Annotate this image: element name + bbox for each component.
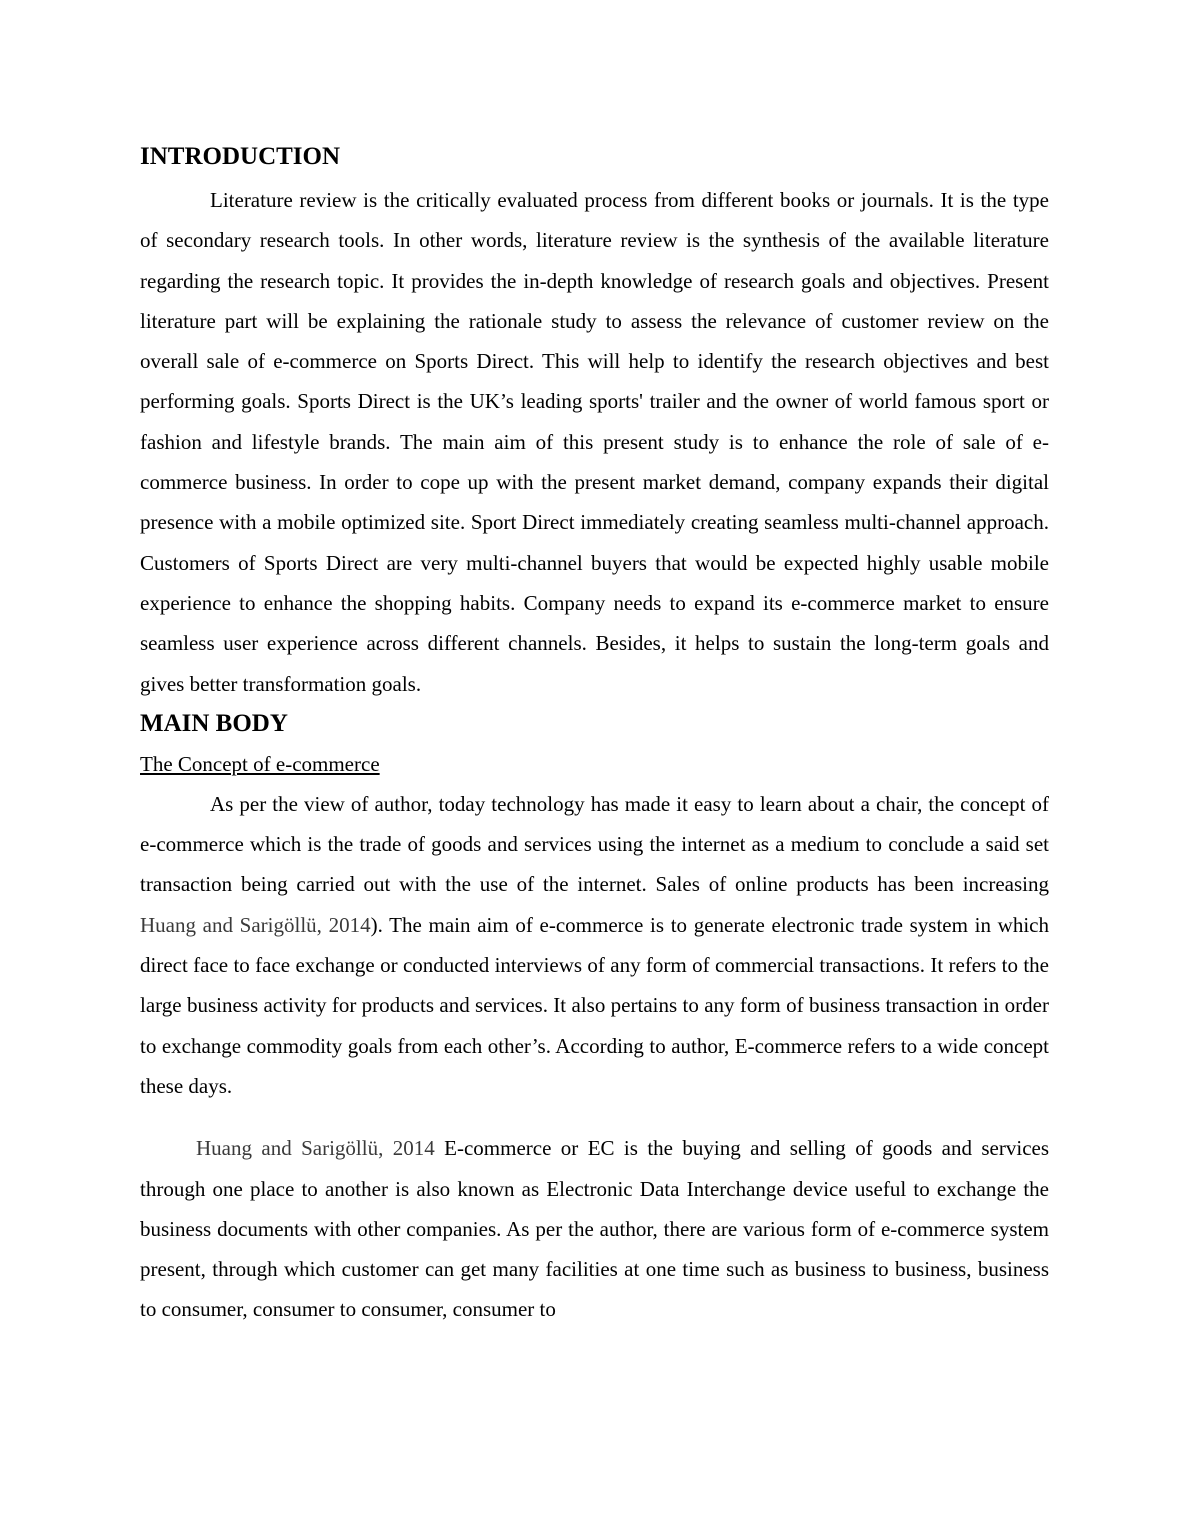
paragraph-2-text: E-commerce or EC is the buying and selling of goods and services through one place to another is also known as Electronic Data Interchange device useful to exchange the business documents with other companies. As per the author, there are various form of e-commerce system present, through which customer can get many facilities at one time such as business to business, business to consumer, consumer to consumer, consumer to <box>140 1136 1050 1322</box>
concept-subheading: The Concept of e-commerce <box>140 751 380 776</box>
concept-paragraph-2 <box>140 1128 1049 1329</box>
paragraph-1-text-before: As per the view of author, today technology has made it easy to learn about a chair, the concept of e-commerce which is the trade of goods and services using the internet as a medium to conclude a said set transaction being carried out with the use of the internet. Sales of online products has been increasing <box>140 791 1049 897</box>
paragraph-1-citation: Huang and Sarigöllü, 2014 <box>140 912 371 937</box>
document-page <box>140 137 1049 1330</box>
main-body-heading: MAIN BODY <box>140 709 288 737</box>
concept-paragraph-1 <box>140 784 1049 1106</box>
introduction-paragraph: Literature review is the critically evaluated process from different books or journals. It is the type of secondary research tools. In other words, literature review is the synthesis of the available literature regarding the research topic. It provides the in-depth knowledge of research goals and objectives. Present literature part will be explaining the rationale study to assess the relevance of customer review on the overall sale of e-commerce on Sports Direct. This will help to identify the research objectives and best performing goals. Sports Direct is the UK’s leading sports' trailer and the owner of world famous sport or fashion and lifestyle brands. The main aim of this present study is to enhance the role of sale of e-commerce business. In order to cope up with the present market demand, company expands their digital presence with a mobile optimized site. Sport Direct immediately creating seamless multi-channel approach. Customers of Sports Direct are very multi-channel buyers that would be expected highly usable mobile experience to enhance the shopping habits. Company needs to expand its e-commerce market to ensure seamless user experience across different channels. Besides, it helps to sustain the long-term goals and gives better transformation goals. <box>140 188 1049 696</box>
introduction-heading: INTRODUCTION <box>140 143 341 170</box>
paragraph-2-citation: Huang and Sarigöllü, 2014 <box>196 1136 435 1161</box>
paragraph-1-text-after: ). The main aim of e-commerce is to generate electronic trade system in which direct face to face exchange or conducted interviews of any form of commercial transactions. It refers to the large business activity for products and services. It also pertains to any form of business transaction in order to exchange commodity goals from each other’s. According to author, E-commerce refers to a wide concept these days. <box>140 912 1049 1098</box>
